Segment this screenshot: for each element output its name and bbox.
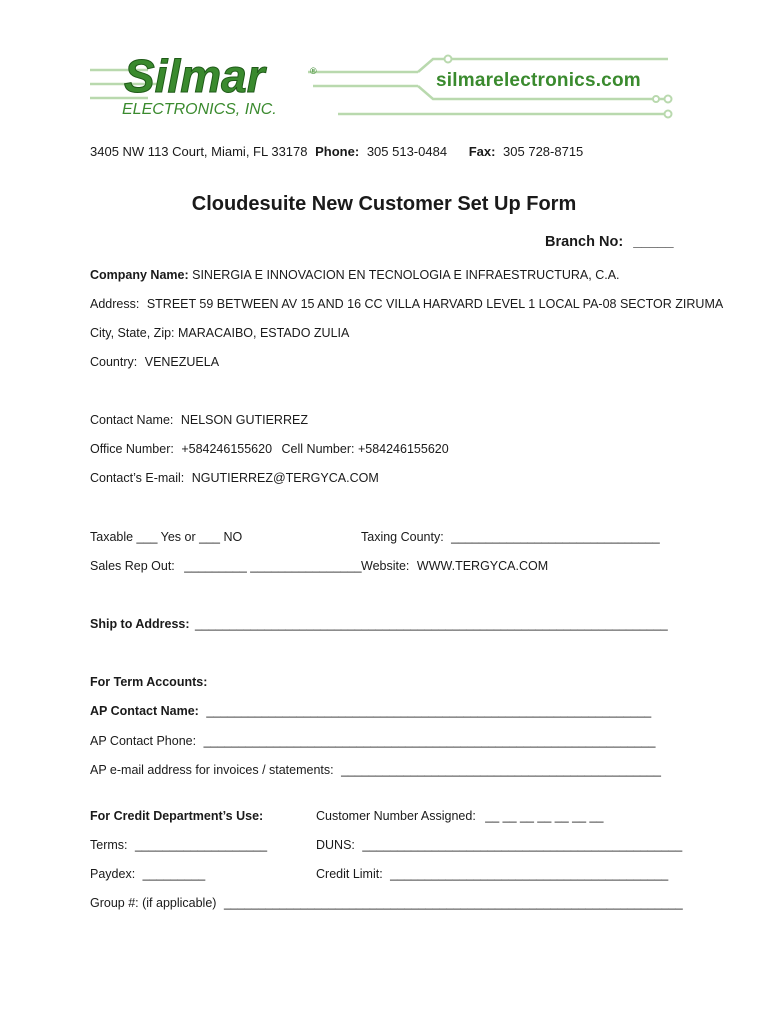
- duns-blank: ______________________________________________: [362, 838, 683, 852]
- country-row: [90, 355, 219, 369]
- address-row: [90, 297, 723, 311]
- country-label: Country:: [90, 355, 138, 369]
- group-row: [90, 896, 683, 910]
- ship-to-blank: ____________________________________________________________________: [195, 617, 668, 631]
- branch-value: _____: [633, 234, 674, 250]
- logo-wordmark: Silmar: [124, 50, 265, 102]
- credit-dept-heading: For Credit Department’s Use:: [90, 809, 264, 823]
- logo-subtitle: ELECTRONICS, INC.: [122, 101, 277, 118]
- phone-label: Phone:: [315, 144, 360, 159]
- contact-email-row: [90, 471, 379, 485]
- terms-row: [90, 838, 267, 852]
- paydex-row: [90, 867, 205, 881]
- city-label: City, State, Zip:: [90, 326, 175, 340]
- form-title: Cloudesuite New Customer Set Up Form: [191, 193, 577, 215]
- ap-email-blank: ______________________________________________: [341, 763, 661, 777]
- ship-to-label: Ship to Address:: [90, 617, 190, 631]
- office-number-label: Office Number:: [90, 442, 174, 456]
- company-name-row: [90, 268, 620, 282]
- ap-contact-phone-blank: _________________________________________________________________: [203, 734, 656, 748]
- company-name-label: Company Name:: [90, 268, 189, 282]
- terms-label: Terms:: [90, 838, 128, 852]
- credit-limit-label: Credit Limit:: [316, 867, 383, 881]
- group-label: Group #: (if applicable): [90, 896, 217, 910]
- phone-number: 305 513-0484: [366, 144, 448, 159]
- ap-contact-phone-row: [90, 734, 655, 748]
- city-value: MARACAIBO, ESTADO ZULIA: [178, 326, 350, 340]
- phone-numbers-row: [90, 442, 449, 456]
- cell-number-value: +584246155620: [357, 442, 449, 456]
- taxing-county-label: Taxing County:: [361, 530, 444, 544]
- customer-number-blank: __ __ __ __ __ __ __: [485, 809, 604, 823]
- address-value: STREET 59 BETWEEN AV 15 AND 16 CC VILLA HARVARD LEVEL 1 LOCAL PA-08 SECTOR ZIRUMA: [146, 297, 724, 311]
- customer-number-label: Customer Number Assigned:: [316, 809, 476, 823]
- ap-contact-phone-label: AP Contact Phone:: [90, 734, 197, 748]
- registered-mark: ®: [310, 66, 317, 76]
- website-link[interactable]: silmarelectronics.com: [436, 70, 641, 91]
- sales-rep-row: [90, 559, 362, 573]
- group-blank: __________________________________________________________________: [223, 896, 683, 910]
- office-number-value: +584246155620: [181, 442, 273, 456]
- ship-to-row: [90, 617, 668, 631]
- street-address: 3405 NW 113 Court, Miami, FL 33178: [90, 144, 308, 159]
- taxing-county-row: [361, 530, 660, 544]
- duns-label: DUNS:: [316, 838, 355, 852]
- ap-email-row: [90, 763, 661, 777]
- credit-limit-blank: ________________________________________: [390, 867, 669, 881]
- company-contact-line: [90, 144, 587, 159]
- ap-contact-name-row: [90, 704, 651, 718]
- branch-number: [545, 234, 674, 250]
- contact-email-value: NGUTIERREZ@TERGYCA.COM: [191, 471, 379, 485]
- branch-label: Branch No:: [545, 234, 624, 250]
- contact-name-row: [90, 413, 308, 427]
- country-value: VENEZUELA: [144, 355, 220, 369]
- fax-number: 305 728-8715: [503, 144, 584, 159]
- contact-name-value: NELSON GUTIERREZ: [180, 413, 308, 427]
- sales-rep-label: Sales Rep Out:: [90, 559, 175, 573]
- ap-contact-name-label: AP Contact Name:: [90, 704, 199, 718]
- paydex-blank: _________: [142, 867, 206, 881]
- taxable-row: Taxable ___ Yes or ___ NO: [90, 530, 243, 544]
- customer-website-label: Website:: [361, 559, 410, 573]
- paydex-label: Paydex:: [90, 867, 136, 881]
- duns-row: [316, 838, 682, 852]
- ap-email-label: AP e-mail address for invoices / statements:: [90, 763, 334, 777]
- cell-number-label: Cell Number:: [281, 442, 355, 456]
- customer-website-row: [361, 559, 548, 573]
- contact-email-label: Contact’s E-mail:: [90, 471, 185, 485]
- contact-name-label: Contact Name:: [90, 413, 174, 427]
- credit-limit-row: [316, 867, 668, 881]
- company-name-value: SINERGIA E INNOVACION EN TECNOLOGIA E INFRAESTRUCTURA, C.A.: [192, 268, 620, 282]
- customer-number-row: [316, 809, 603, 823]
- fax-label: Fax:: [468, 144, 496, 159]
- address-label: Address:: [90, 297, 140, 311]
- sales-rep-blank: _________ ________________: [184, 559, 362, 573]
- terms-blank: ___________________: [134, 838, 268, 852]
- ap-contact-name-blank: ________________________________________________________________: [206, 704, 652, 718]
- term-accounts-heading: For Term Accounts:: [90, 675, 208, 689]
- customer-website-value: WWW.TERGYCA.COM: [416, 559, 549, 573]
- taxing-county-blank: ______________________________: [451, 530, 660, 544]
- city-row: [90, 326, 349, 340]
